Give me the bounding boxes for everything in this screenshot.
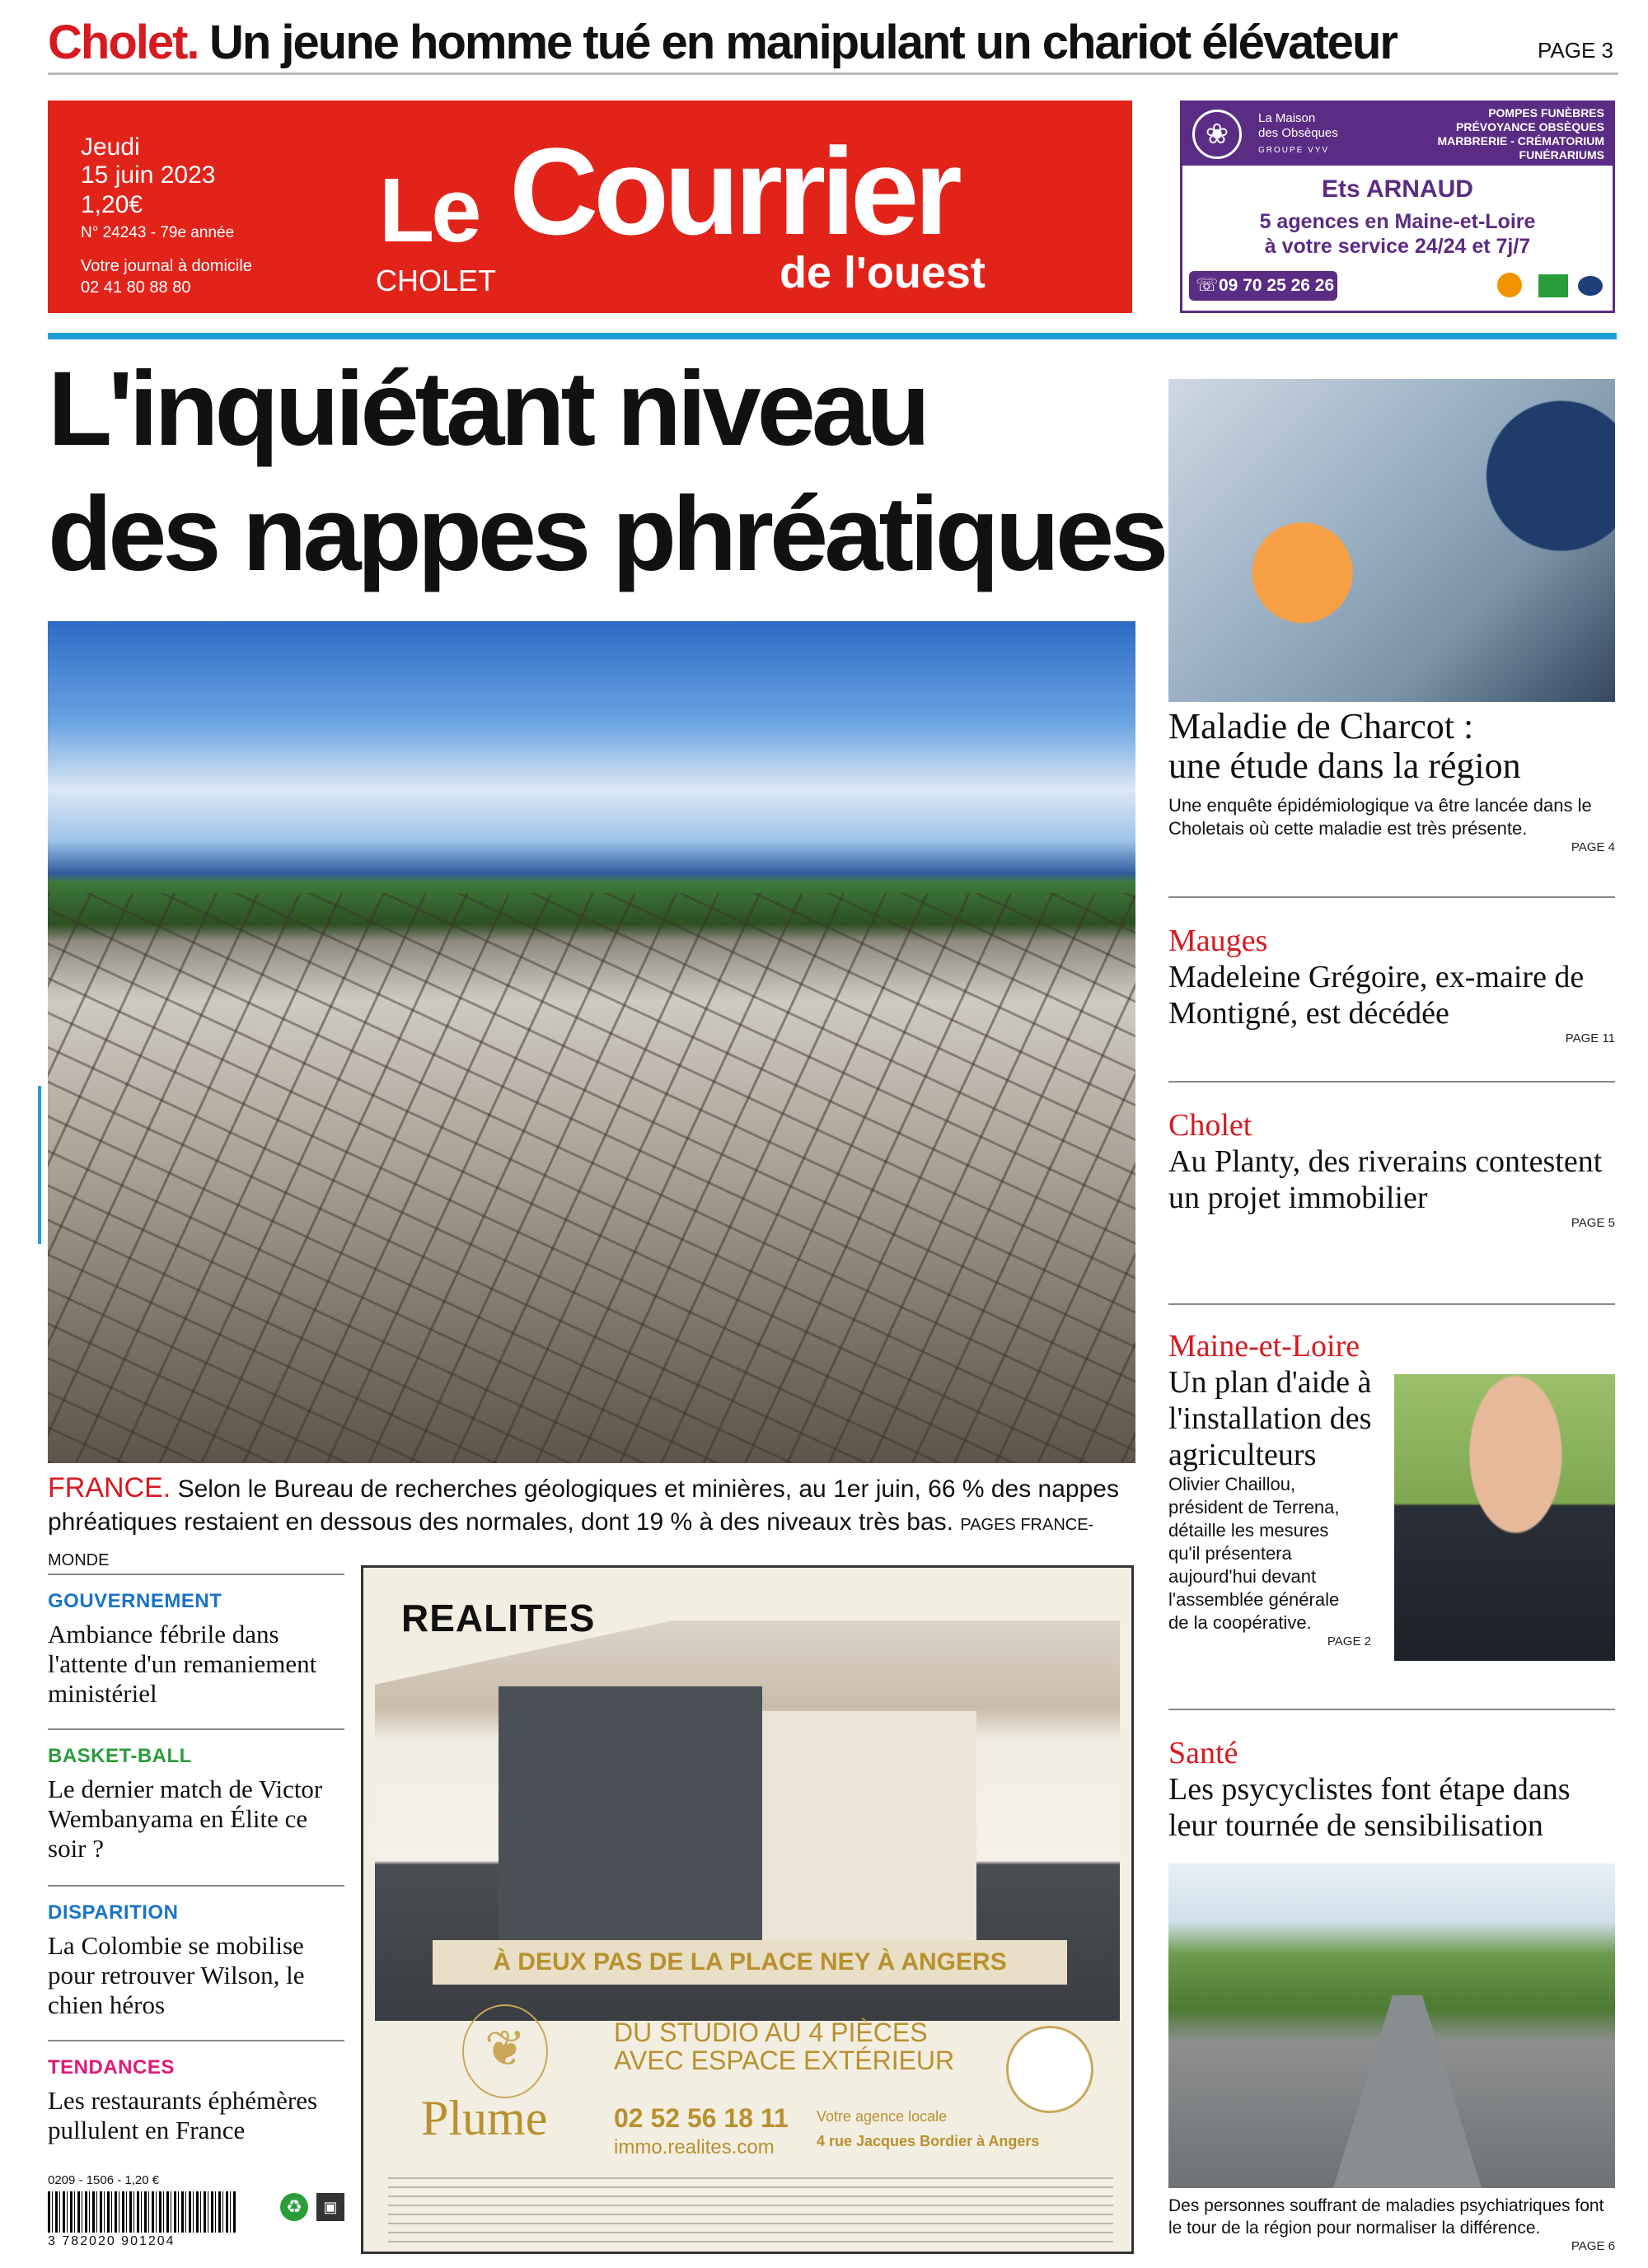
edition-label: CHOLET bbox=[376, 264, 497, 297]
charcot-text: Une enquête épidémiologique va être lancée dans le Choletais où cette maladie est très présente. bbox=[1168, 795, 1592, 839]
top-teaser[interactable] bbox=[48, 15, 1613, 69]
charcot-page: PAGE 4 bbox=[1571, 840, 1615, 854]
main-headline-2: des nappes phréatiques bbox=[48, 475, 1165, 593]
teaser-page: PAGE 3 bbox=[1537, 38, 1613, 63]
ad-funeral-company: Ets ARNAUD bbox=[1322, 175, 1473, 203]
masthead bbox=[48, 101, 1132, 313]
barcode-code: 0209 - 1506 - 1,20 € bbox=[48, 2173, 160, 2187]
partner-logo-icon bbox=[1538, 274, 1568, 297]
brief-kicker: BASKET-BALL bbox=[48, 1745, 192, 1767]
mauges-page: PAGE 11 bbox=[1565, 1031, 1615, 1045]
masthead-price: 1,20€ bbox=[81, 191, 143, 218]
logo-courrier: Courrier bbox=[509, 122, 957, 260]
cholet-kicker: Cholet bbox=[1168, 1108, 1252, 1143]
brief-kicker: TENDANCES bbox=[48, 2056, 175, 2079]
story-cholet[interactable] bbox=[1168, 1107, 1615, 1230]
chaillou-portrait-photo bbox=[1394, 1374, 1615, 1661]
section-rule bbox=[48, 333, 1617, 339]
cholet-page: PAGE 5 bbox=[1571, 1216, 1615, 1230]
building-facade bbox=[499, 1686, 762, 1966]
phone-icon: ☏ bbox=[1196, 274, 1219, 295]
charcot-lab-photo bbox=[1168, 379, 1615, 702]
ad-realites-location: À DEUX PAS DE LA PLACE NEY À ANGERS bbox=[493, 1948, 1007, 1976]
ad-realites-phone: 02 52 56 18 11 bbox=[614, 2103, 789, 2133]
sante-page: PAGE 6 bbox=[1571, 2239, 1615, 2253]
ad-realites-brand: REALITES bbox=[401, 1597, 596, 1639]
plume-feather-icon: ❦ bbox=[462, 2004, 548, 2098]
top-rule bbox=[48, 72, 1618, 75]
ad-funeral-group: GROUPE VYV bbox=[1258, 146, 1330, 155]
logo-ouest: de l'ouest bbox=[780, 248, 986, 297]
ad-funeral-header bbox=[1182, 103, 1613, 166]
main-caption bbox=[48, 1471, 1135, 1577]
promise-stamp-icon bbox=[1006, 2026, 1093, 2113]
ad-realites-offer-1: DU STUDIO AU 4 PIÈCES bbox=[614, 2018, 928, 2047]
ad-funeral-line1: 5 agences en Maine-et-Loire bbox=[1259, 210, 1536, 233]
barcode-bars bbox=[48, 2191, 237, 2233]
masthead-issue: N° 24243 - 79e année bbox=[81, 224, 235, 241]
sidebar-rule bbox=[1168, 1303, 1615, 1305]
ad-funeral-phone-box bbox=[1189, 271, 1337, 301]
main-caption-text: Selon le Bureau de recherches géologiques et minières, au 1er juin, 66 % des nappes phréatiques restaient en dessous des normales, dont 19 % à des niveaux très bas. bbox=[48, 1475, 1119, 1536]
sante-caption bbox=[1168, 2195, 1615, 2253]
left-rule bbox=[48, 1885, 344, 1887]
ad-funeral-service: MARBRERIE - CRÉMATORIUM bbox=[1437, 134, 1604, 147]
sante-caption-text: Des personnes souffrant de maladies psychiatriques font le tour de la région pour normaliser la différence. bbox=[1168, 2196, 1604, 2238]
ad-funeral-services bbox=[1438, 106, 1604, 162]
story-mauges[interactable] bbox=[1168, 923, 1615, 1045]
building-facade bbox=[762, 1711, 976, 1966]
maine-title: Un plan d'aide à l'installation des agriculteurs bbox=[1168, 1365, 1372, 1472]
charcot-title-2: une étude dans la région bbox=[1168, 746, 1521, 786]
ad-funeral-brand-2: des Obsèques bbox=[1258, 126, 1338, 140]
ad-realites-program: Plume bbox=[421, 2091, 548, 2145]
brief-title: Les restaurants éphémères pullulent en France bbox=[48, 2086, 318, 2144]
sidebar-rule bbox=[1168, 1081, 1615, 1083]
brief-title: Ambiance fébrile dans l'attente d'un remaniement ministériel bbox=[48, 1620, 317, 1708]
logo-le: Le bbox=[379, 160, 479, 261]
ad-funeral-brand-1: La Maison bbox=[1258, 111, 1316, 125]
cholet-title: Au Planty, des riverains contestent un projet immobilier bbox=[1168, 1144, 1603, 1215]
ad-funeral-service: PRÉVOYANCE OBSÈQUES bbox=[1456, 120, 1604, 133]
ad-realites-legal bbox=[388, 2177, 1113, 2243]
ad-realites-agency-address: 4 rue Jacques Bordier à Angers bbox=[817, 2133, 1040, 2149]
brief-basket[interactable] bbox=[48, 1745, 344, 1864]
partner-logo-icon bbox=[1497, 273, 1522, 297]
psycyclistes-photo bbox=[1168, 1864, 1615, 2188]
brief-kicker: DISPARITION bbox=[48, 1901, 179, 1924]
brief-disparition[interactable] bbox=[48, 1901, 344, 2020]
maine-kicker: Maine-et-Loire bbox=[1168, 1329, 1360, 1363]
ad-realites[interactable] bbox=[361, 1565, 1134, 2254]
main-pageref: PAGES FRANCE-MONDE bbox=[48, 1516, 1094, 1569]
ad-funeral-service: FUNÉRARIUMS bbox=[1519, 148, 1604, 161]
left-rule bbox=[48, 2040, 344, 2041]
left-accent-bar bbox=[38, 1086, 41, 1244]
barcode-digits: 3 782020 901204 bbox=[48, 2234, 176, 2248]
masthead-day: Jeudi bbox=[81, 133, 140, 161]
sante-kicker: Santé bbox=[1168, 1736, 1238, 1770]
ad-realites-location-band bbox=[433, 1940, 1067, 1985]
partner-logo-icon bbox=[1578, 276, 1603, 296]
ad-funeral-partner-logos bbox=[1357, 271, 1604, 301]
main-headline-1: L'inquiétant niveau bbox=[48, 350, 927, 468]
brief-gouvernement[interactable] bbox=[48, 1590, 344, 1709]
masthead-delivery: Votre journal à domicile bbox=[81, 257, 252, 275]
ad-realites-site: immo.realites.com bbox=[614, 2136, 775, 2158]
mauges-title: Madeleine Grégoire, ex-maire de Montigné, est décédée bbox=[1168, 960, 1585, 1031]
masthead-date: 15 juin 2023 bbox=[81, 161, 216, 189]
main-photo-dry-lake bbox=[48, 621, 1135, 1463]
story-maine-et-loire[interactable] bbox=[1168, 1328, 1615, 1666]
brief-kicker: GOUVERNEMENT bbox=[48, 1590, 222, 1612]
left-rule bbox=[48, 1728, 344, 1730]
teaser-headline: Un jeune homme tué en manipulant un chariot élévateur bbox=[209, 16, 1397, 69]
sidebar-rule bbox=[1168, 1709, 1615, 1710]
ad-funeral-logo-icon: ❀ bbox=[1192, 110, 1242, 159]
ad-funeral-line2: à votre service 24/24 et 7j/7 bbox=[1264, 235, 1531, 258]
imprim-vert-icon: ▣ bbox=[316, 2193, 344, 2221]
charcot-title-1: Maladie de Charcot : bbox=[1168, 706, 1474, 746]
brief-title: La Colombie se mobilise pour retrouver Wilson, le chien héros bbox=[48, 1931, 305, 2019]
brief-tendances[interactable] bbox=[48, 2056, 344, 2145]
story-charcot[interactable] bbox=[1168, 707, 1615, 854]
ad-funeral-phone: 09 70 25 26 26 bbox=[1219, 276, 1335, 295]
recycle-icon: ♻ bbox=[280, 2193, 308, 2221]
barcode-block bbox=[48, 2173, 353, 2252]
teaser-place: Cholet. bbox=[48, 16, 199, 69]
mauges-kicker: Mauges bbox=[1168, 924, 1268, 958]
brief-title: Le dernier match de Victor Wembanyama en Élite ce soir ? bbox=[48, 1775, 323, 1863]
sante-title: Les psycyclistes font étape dans leur tournée de sensibilisation bbox=[1168, 1772, 1571, 1843]
cracked-earth-texture bbox=[48, 893, 1135, 1463]
left-rule bbox=[48, 1574, 344, 1575]
story-sante[interactable] bbox=[1168, 1735, 1615, 1844]
masthead-phone: 02 41 80 88 80 bbox=[81, 278, 191, 297]
ad-realites-offer-2: AVEC ESPACE EXTÉRIEUR bbox=[614, 2046, 955, 2075]
ad-funeral-service: POMPES FUNÈBRES bbox=[1488, 106, 1604, 119]
road-surface bbox=[1333, 1995, 1482, 2188]
ad-realites-agency-label: Votre agence locale bbox=[817, 2108, 948, 2125]
maine-text: Olivier Chaillou, président de Terrena, détaille les mesures qu'il présentera aujourd'hui devant l'assemblée générale de la coopérative. bbox=[1168, 1474, 1340, 1633]
main-kicker: FRANCE. bbox=[48, 1472, 171, 1503]
sidebar-rule bbox=[1168, 896, 1615, 898]
maine-page: PAGE 2 bbox=[1327, 1634, 1371, 1648]
ad-funeral[interactable] bbox=[1180, 101, 1615, 313]
